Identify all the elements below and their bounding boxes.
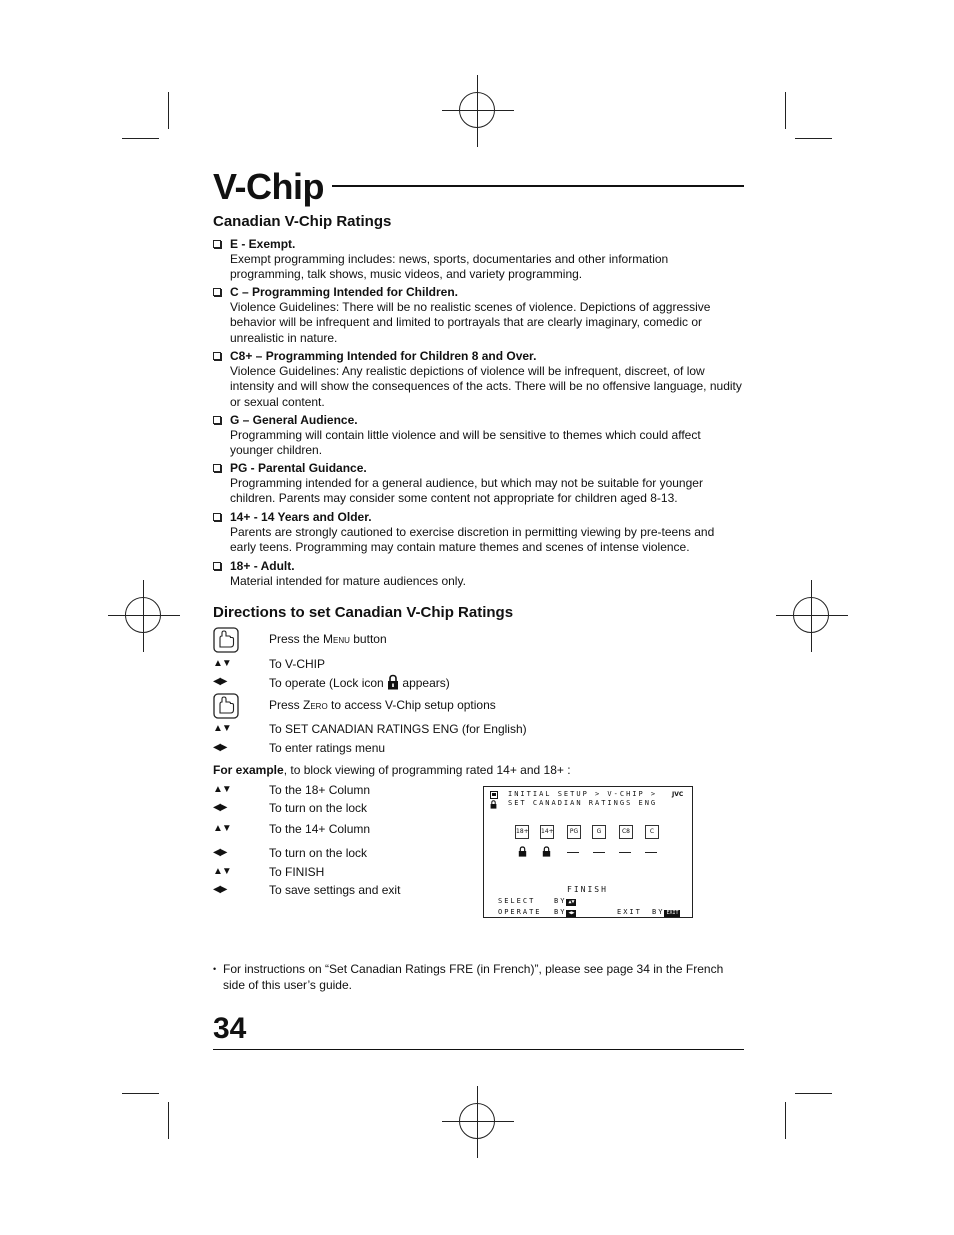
checkbox-bullet-icon — [213, 288, 221, 296]
page-number: 34 — [213, 1012, 247, 1045]
bullet: • — [213, 964, 217, 974]
osd-rating-c8: C8 — [619, 825, 633, 839]
remote-hand-icon — [213, 693, 239, 719]
direction-step: ▲▼ To V-CHIP — [213, 657, 326, 671]
exit-key-icon: EXIT — [666, 910, 679, 916]
osd-rating-c: C — [645, 825, 659, 839]
up-down-arrow-icon: ▲▼ — [213, 784, 231, 795]
osd-unlocked-dash — [593, 852, 605, 853]
up-down-arrow-icon: ▲▼ — [213, 866, 231, 877]
registration-mark — [459, 92, 495, 128]
remote-hand-icon — [213, 627, 239, 653]
example-step: ▲▼ To the 14+ Column — [213, 822, 371, 836]
osd-rating-18plus: 18+ — [515, 825, 529, 839]
rating-description: Violence Guidelines: Any realistic depictions of violence will be infrequent, discreet, of low intensity and will show the consequences of the acts. There will be no offensive language, nudity or sexual content. — [230, 364, 742, 409]
osd-operate-label: OPERATE — [498, 908, 542, 916]
jvc-logo: JVC — [672, 791, 684, 798]
direction-step: Press Zero to access V-Chip setup options — [213, 697, 673, 715]
checkbox-bullet-icon — [213, 562, 221, 570]
crop-mark — [168, 1102, 169, 1139]
osd-finish: FINISH — [567, 885, 608, 894]
rating-description: Material intended for mature audiences only. — [230, 574, 466, 589]
rating-description: Programming will contain little violence and will be sensitive to themes which could affect younger children. — [230, 428, 701, 458]
lock-icon — [518, 846, 527, 857]
osd-unlocked-dash — [645, 852, 657, 853]
example-step: ◀▶ To turn on the lock — [213, 846, 368, 860]
title-rule — [332, 185, 744, 187]
rating-label: C – Programming Intended for Children. — [230, 285, 459, 299]
checkbox-bullet-icon — [213, 513, 221, 521]
example-intro: For example, to block viewing of programming rated 14+ and 18+ : — [213, 763, 571, 777]
direction-step: ◀▶ To enter ratings menu — [213, 741, 386, 755]
rating-label: G – General Audience. — [230, 413, 358, 427]
menu-key-label: Menu — [323, 632, 350, 646]
rating-description: Violence Guidelines: There will be no realistic scenes of violence. Depictions of aggressive behavior will be infrequent and limited to portrayals that are clearly imaginary, comedic or unrealistic in nature. — [230, 300, 711, 345]
rating-label: 14+ - 14 Years and Older. — [230, 510, 372, 524]
lock-icon — [387, 674, 399, 690]
rating-item — [213, 461, 743, 507]
page-title: V-Chip — [213, 166, 324, 207]
left-right-key-icon: ◀▶ — [568, 910, 575, 916]
rating-label: C8+ – Programming Intended for Children 8 and Over. — [230, 349, 537, 363]
osd-menu-title: SET CANADIAN RATINGS ENG — [508, 799, 658, 807]
example-step: ◀▶ To turn on the lock — [213, 801, 368, 815]
bottom-rule — [213, 1049, 744, 1050]
checkbox-bullet-icon — [213, 416, 221, 424]
example-step: ◀▶ To save settings and exit — [213, 883, 401, 897]
osd-screen: INITIAL SETUP > V-CHIP > SET CANADIAN RATINGS ENG JVC 18+ 14+ PG G C8 C FINISH SELECT BY ▲▼ OPERATE BY ◀▶ EXIT BY EXIT — [483, 786, 693, 918]
registration-mark — [793, 597, 829, 633]
rating-item — [213, 510, 743, 556]
up-down-key-icon: ▲▼ — [568, 899, 575, 905]
section-heading-directions: Directions to set Canadian V-Chip Ratings — [213, 604, 514, 621]
up-down-arrow-icon: ▲▼ — [213, 658, 231, 669]
left-right-arrow-icon: ◀▶ — [213, 847, 227, 858]
footnote-text: For instructions on “Set Canadian Ratings FRE (in French)”, please see page 34 in the French side of this user’s guide. — [223, 962, 724, 992]
left-right-arrow-icon: ◀▶ — [213, 802, 227, 813]
osd-rating-14plus: 14+ — [540, 825, 554, 839]
osd-unlocked-dash — [567, 852, 579, 853]
osd-rating-g: G — [592, 825, 606, 839]
direction-step: Press the Menu button — [213, 631, 673, 649]
osd-breadcrumb: INITIAL SETUP > V-CHIP > — [508, 790, 658, 798]
crop-mark — [785, 1102, 786, 1139]
rating-description: Programming intended for a general audience, but which may not be suitable for younger children. Parents may consider some content not appropriate for children aged 8-13. — [230, 476, 703, 506]
crop-mark — [785, 92, 786, 129]
rating-description: Parents are strongly cautioned to exercise discretion in permitting viewing by pre-teens and early teens. Programming may contain mature themes and scenes of intense violence. — [230, 525, 715, 555]
rating-label: PG - Parental Guidance. — [230, 461, 367, 475]
osd-rating-pg: PG — [567, 825, 581, 839]
crop-mark — [122, 1093, 159, 1094]
registration-mark — [459, 1103, 495, 1139]
rating-description: Exempt programming includes: news, sports, documentaries and other information programming, talk shows, music videos, and variety programming. — [230, 252, 669, 282]
registration-mark — [125, 597, 161, 633]
osd-unlocked-dash — [619, 852, 631, 853]
rating-item — [213, 559, 743, 589]
lock-icon — [542, 846, 551, 857]
checkbox-bullet-icon — [213, 240, 221, 248]
left-right-arrow-icon: ◀▶ — [213, 742, 227, 753]
osd-exit-label: EXIT — [617, 908, 642, 916]
menu-icon — [490, 791, 498, 799]
up-down-arrow-icon: ▲▼ — [213, 723, 231, 734]
zero-key-label: Zero — [303, 698, 328, 712]
rating-label: 18+ - Adult. — [230, 559, 295, 573]
rating-item — [213, 237, 743, 283]
up-down-arrow-icon: ▲▼ — [213, 823, 231, 834]
rating-item — [213, 285, 743, 346]
section-heading-canadian-ratings: Canadian V-Chip Ratings — [213, 213, 392, 230]
example-step: ▲▼ To the 18+ Column — [213, 783, 371, 797]
checkbox-bullet-icon — [213, 352, 221, 360]
crop-mark — [122, 138, 159, 139]
example-step: ▲▼ To FINISH — [213, 865, 325, 879]
rating-item — [213, 349, 743, 410]
lock-icon — [490, 800, 497, 809]
direction-step: ▲▼ To SET CANADIAN RATINGS ENG (for English) — [213, 722, 527, 736]
crop-mark — [795, 138, 832, 139]
crop-mark — [168, 92, 169, 129]
osd-select-label: SELECT — [498, 897, 536, 905]
footnote — [213, 962, 733, 993]
rating-item — [213, 413, 743, 459]
rating-label: E - Exempt. — [230, 237, 296, 251]
crop-mark — [795, 1093, 832, 1094]
direction-step: ◀▶ To operate (Lock icon appears) — [213, 676, 450, 690]
left-right-arrow-icon: ◀▶ — [213, 884, 227, 895]
checkbox-bullet-icon — [213, 464, 221, 472]
left-right-arrow-icon: ◀▶ — [213, 676, 227, 687]
